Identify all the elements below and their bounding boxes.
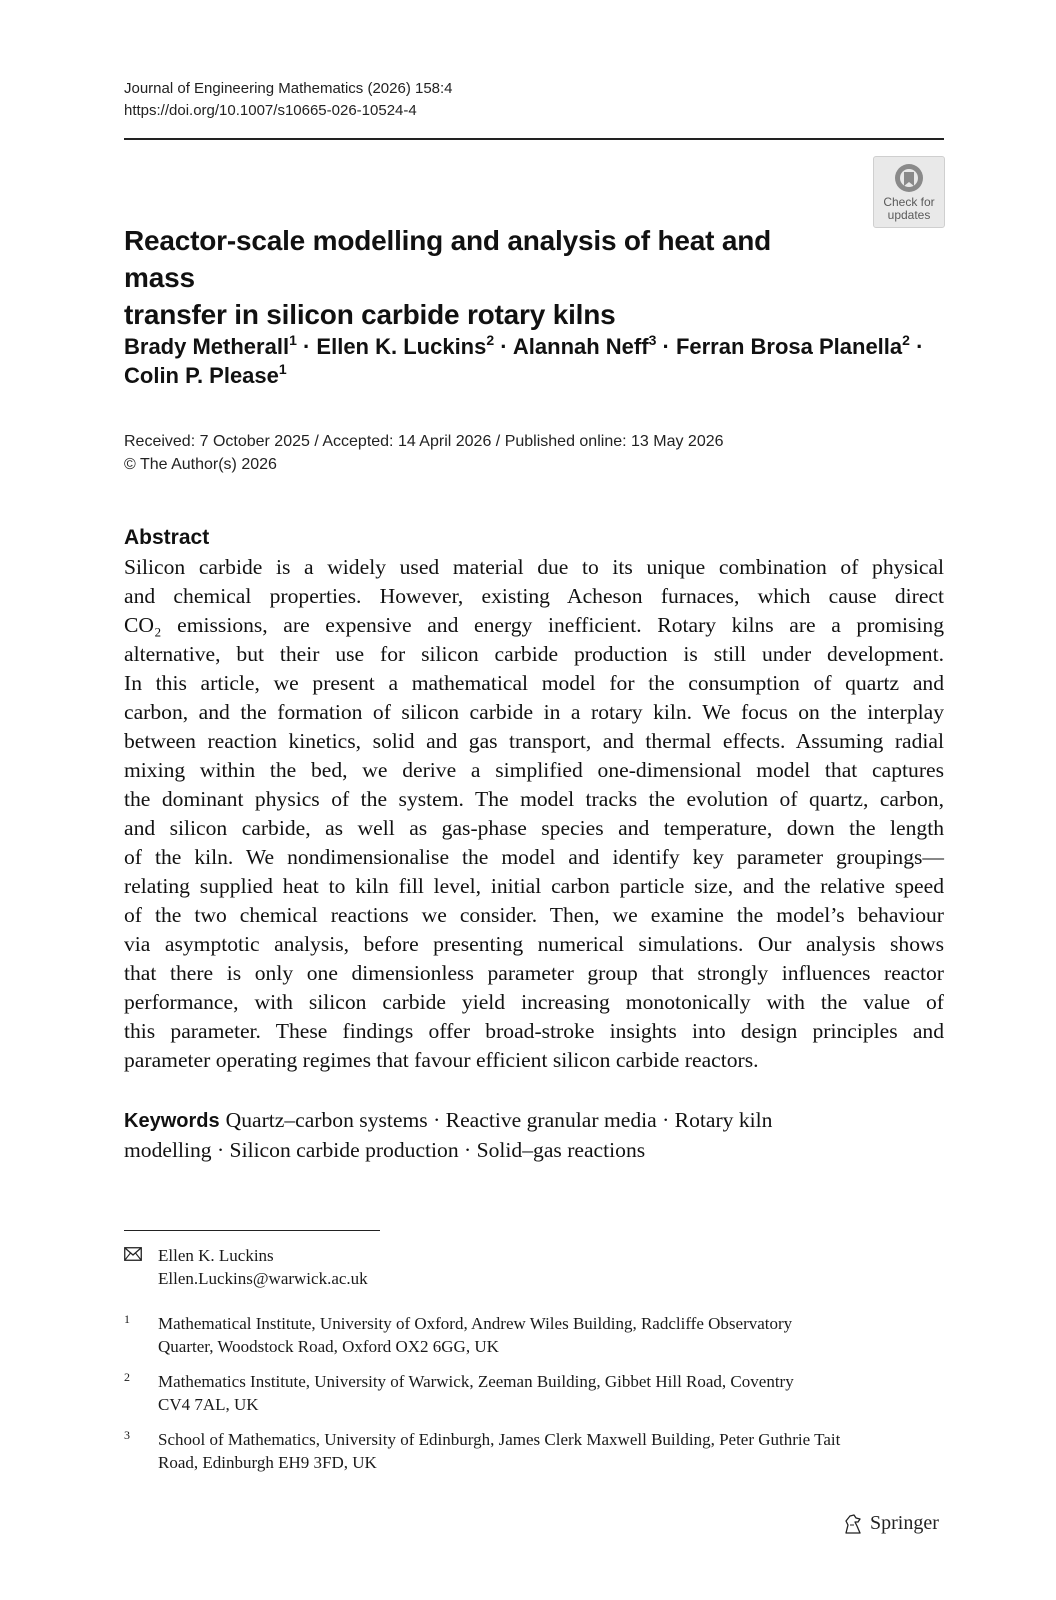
springer-horse-icon (842, 1513, 864, 1535)
keywords-text-1: Quartz–carbon systems · Reactive granular media · Rotary kiln (225, 1108, 773, 1132)
check-for-updates-icon (893, 162, 925, 194)
keywords-line-1 (124, 1106, 944, 1136)
affiliation-number: 3 (124, 1428, 130, 1442)
publisher-name: Springer (870, 1512, 939, 1534)
keywords-heading: Keywords (124, 1110, 220, 1132)
check-updates-line2: updates (887, 208, 931, 222)
author-affiliation-mark: 1 (289, 332, 297, 348)
affiliation-line: School of Mathematics, University of Edinburgh, James Clerk Maxwell Building, Peter Guthrie Tait (158, 1430, 841, 1449)
author-affiliation-mark: 1 (278, 361, 287, 377)
author-name[interactable]: Alannah Neff (512, 334, 649, 359)
footnote-rule (124, 1230, 380, 1231)
abstract-line: CO₂ emissions, are expensive and energy inefficient. Rotary kilns are a promising (124, 613, 944, 637)
author-name[interactable]: Ferran Brosa Planella (675, 334, 903, 359)
author-line-2 (124, 361, 944, 390)
affiliation-number: 2 (124, 1370, 130, 1384)
affiliation-line: Mathematics Institute, University of Warwick, Zeeman Building, Gibbet Hill Road, Coventry (158, 1372, 794, 1391)
check-updates-line1: Check for (883, 195, 935, 209)
affiliation-line: Mathematical Institute, University of Oxford, Andrew Wiles Building, Radcliffe Observatory (158, 1314, 793, 1333)
publication-dates (124, 430, 724, 476)
abstract-line: of the two chemical reactions we consider. Then, we examine the model’s behaviour (124, 903, 944, 927)
header-rule (124, 138, 944, 140)
check-for-updates-badge[interactable] (873, 156, 945, 228)
author-affiliation-mark: 2 (902, 332, 910, 348)
keywords-section (124, 1106, 944, 1165)
author-separator: · (296, 334, 317, 359)
affiliation-line: Road, Edinburgh EH9 3FD, UK (158, 1453, 377, 1472)
abstract-text (124, 553, 944, 1075)
abstract-line: carbon, and the formation of silicon carbide in a rotary kiln. We focus on the interplay (124, 700, 944, 724)
abstract-line: via asymptotic analysis, before presenting numerical simulations. Our analysis shows (124, 932, 944, 956)
author-separator: · (656, 334, 676, 359)
author-name[interactable]: Colin P. Please (124, 363, 279, 388)
author-name[interactable]: Ellen K. Luckins (316, 334, 487, 359)
doi-link[interactable]: https://doi.org/10.1007/s10665-026-10524-4 (124, 102, 417, 119)
author-list (124, 332, 944, 390)
affiliation-line: CV4 7AL, UK (158, 1395, 259, 1414)
abstract-line: that there is only one dimensionless parameter group that strongly influences reactor (124, 961, 944, 985)
abstract-line: In this article, we present a mathematical model for the consumption of quartz and (124, 671, 944, 695)
abstract-line: between reaction kinetics, solid and gas transport, and thermal effects. Assuming radial (124, 729, 944, 753)
title-line-2: transfer in silicon carbide rotary kilns (124, 299, 616, 330)
abstract-line: relating supplied heat to kiln fill level, initial carbon particle size, and the relative speed (124, 874, 944, 898)
abstract-line: performance, with silicon carbide yield increasing monotonically with the value of (124, 990, 944, 1014)
abstract-line: this parameter. These findings offer broad-stroke insights into design principles and (124, 1019, 944, 1043)
author-name[interactable]: Brady Metherall (124, 334, 290, 359)
author-separator: · (909, 334, 924, 359)
abstract-heading: Abstract (124, 526, 210, 549)
copyright-notice: © The Author(s) 2026 (124, 456, 277, 473)
envelope-icon (124, 1247, 142, 1261)
abstract-line: the dominant physics of the system. The model tracks the evolution of quartz, carbon, (124, 787, 944, 811)
affiliation-number: 1 (124, 1312, 130, 1326)
abstract-line: parameter operating regimes that favour efficient silicon carbide reactors. (124, 1048, 759, 1072)
author-affiliation-mark: 3 (648, 332, 657, 348)
publication-history: Received: 7 October 2025 / Accepted: 14 April 2026 / Published online: 13 May 2026 (124, 433, 724, 450)
abstract-line: of the kiln. We nondimensionalise the model and identify key parameter groupings— (124, 845, 944, 869)
author-separator: · (494, 334, 513, 359)
abstract-line: and chemical properties. However, existing Acheson furnaces, which cause direct (124, 584, 944, 608)
corresponding-author-name: Ellen K. Luckins (158, 1246, 274, 1265)
abstract-line: mixing within the bed, we derive a simplified one-dimensional model that captures (124, 758, 944, 782)
abstract-line: alternative, but their use for silicon carbide production is still under development. (124, 642, 944, 666)
publisher-mark[interactable] (842, 1512, 939, 1535)
affiliation-line: Quarter, Woodstock Road, Oxford OX2 6GG, UK (158, 1337, 499, 1356)
author-line-1 (124, 332, 944, 361)
journal-citation: Journal of Engineering Mathematics (2026) 158:4 (124, 80, 453, 97)
title-line-1: Reactor-scale modelling and analysis of heat and mass (124, 225, 772, 293)
author-affiliation-mark: 2 (486, 332, 495, 348)
abstract-line: Silicon carbide is a widely used material due to its unique combination of physical (124, 555, 944, 579)
keywords-text-2: modelling · Silicon carbide production · Solid–gas reactions (124, 1138, 646, 1162)
article-title (124, 222, 824, 333)
corresponding-author-email[interactable]: Ellen.Luckins@warwick.ac.uk (158, 1269, 368, 1288)
abstract-line: and silicon carbide, as well as gas-phase species and temperature, down the length (124, 816, 944, 840)
